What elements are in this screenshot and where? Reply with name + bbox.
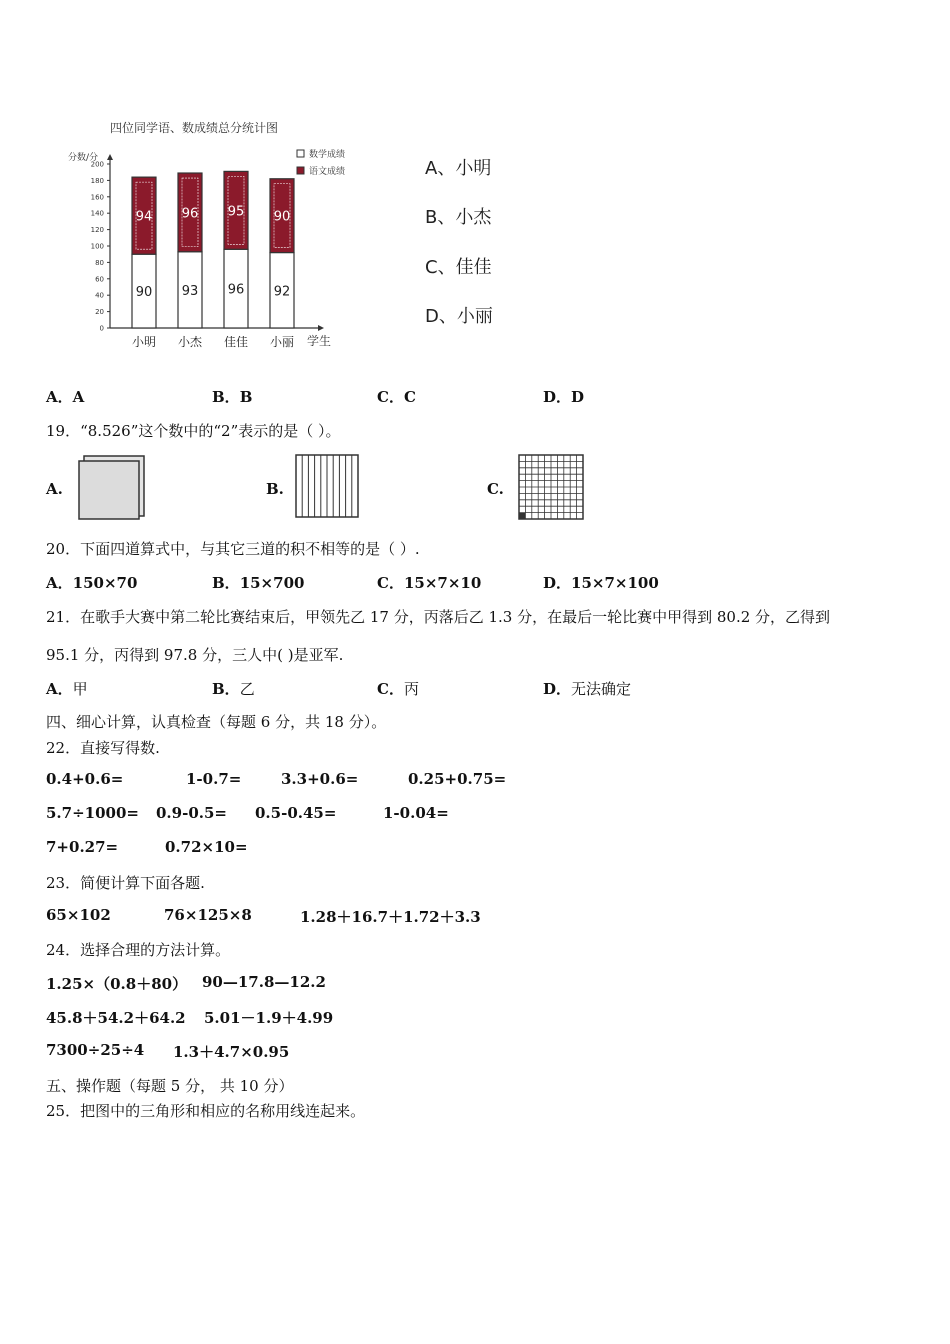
q19-figure-b	[295, 454, 359, 518]
q22-expr: 0.9-0.5=	[156, 804, 227, 822]
y-tick-label: 60	[95, 275, 104, 284]
shaded-cell	[519, 513, 525, 519]
q20-option-c[interactable]: C．15×7×10	[377, 574, 482, 592]
q22-expr: 7+0.27=	[46, 838, 119, 856]
q22-expr: 0.25+0.75=	[408, 770, 507, 788]
category-label: 佳佳	[223, 335, 249, 349]
q22-expr: 5.7÷1000=	[46, 804, 139, 822]
q20-question: 20．下面四道算式中，与其它三道的积不相等的是（ ）.	[46, 540, 420, 558]
y-tick-label: 180	[90, 176, 104, 185]
q20-option-a[interactable]: A．150×70	[46, 574, 138, 592]
q22-expr: 1-0.7=	[186, 770, 242, 788]
y-tick-label: 100	[90, 242, 104, 251]
y-tick-label: 80	[95, 258, 104, 267]
bar-value-label: 94	[135, 209, 153, 225]
side-option-a: A、小明	[425, 158, 492, 179]
bar-value-label: 90	[135, 285, 153, 301]
legend-math-swatch	[297, 150, 304, 157]
q22-title: 22．直接写得数.	[46, 739, 160, 757]
legend-math-label: 数学成绩	[309, 150, 346, 160]
q23-title: 23．简便计算下面各题.	[46, 874, 205, 892]
q19-figure-a	[78, 455, 146, 521]
category-label: 小明	[131, 335, 157, 349]
q19-option-b[interactable]: B.	[266, 480, 284, 498]
q18-option-d[interactable]: D．D	[543, 388, 585, 406]
x-axis-arrow	[318, 325, 324, 331]
q24-title: 24．选择合理的方法计算。	[46, 941, 231, 959]
y-tick-label: 160	[90, 193, 104, 202]
category-label: 小杰	[177, 335, 203, 349]
chart-xlabel: 学生	[307, 334, 332, 348]
q18-option-a[interactable]: A．A	[46, 388, 85, 406]
q22-expr: 0.4+0.6=	[46, 770, 124, 788]
bar-value-label: 96	[227, 282, 245, 298]
q21-option-b[interactable]: B．乙	[212, 680, 255, 698]
y-tick-label: 40	[95, 291, 104, 300]
section-4-title: 四、细心计算，认真检查（每题 6 分，共 18 分）。	[46, 713, 387, 731]
q24-expr: 1.3＋4.7×0.95	[173, 1043, 290, 1061]
y-tick-label: 140	[90, 209, 104, 218]
q22-expr: 3.3+0.6=	[281, 770, 359, 788]
chart-title: 四位同学语、数成绩总分统计图	[110, 121, 279, 135]
q22-expr: 0.72×10=	[165, 838, 248, 856]
y-tick-label: 0	[99, 324, 104, 333]
legend-chinese-swatch	[297, 167, 304, 174]
q24-expr: 45.8＋54.2＋64.2	[46, 1009, 186, 1027]
q19-option-c[interactable]: C.	[487, 480, 504, 498]
q20-option-d[interactable]: D．15×7×100	[543, 574, 659, 592]
q22-expr: 1-0.04=	[383, 804, 449, 822]
side-option-d: D、小丽	[425, 306, 493, 327]
q21-question-line2: 95.1 分，丙得到 97.8 分，三人中( )是亚军.	[46, 646, 344, 664]
q21-question-line1: 21．在歌手大赛中第二轮比赛结束后，甲领先乙 17 分，丙落后乙 1.3 分，在最后一轮比赛中甲得到 80.2 分，乙得到	[46, 608, 831, 626]
section-5-title: 五、操作题（每题 5 分， 共 10 分）	[46, 1077, 294, 1095]
bar-value-label: 95	[227, 204, 245, 220]
q20-option-b[interactable]: B．15×700	[212, 574, 305, 592]
q19-question: 19．“8.526”这个数中的“2”表示的是（ ）。	[46, 422, 341, 440]
q19-figure-c	[518, 454, 584, 520]
q24-expr: 7300÷25÷4	[46, 1041, 145, 1059]
bar-value-label: 96	[181, 206, 199, 222]
y-tick-label: 200	[90, 160, 104, 169]
q25-title: 25．把图中的三角形和相应的名称用线连起来。	[46, 1102, 366, 1120]
q18-option-c[interactable]: C．C	[377, 388, 416, 406]
q23-expr: 65×102	[46, 906, 111, 924]
q24-expr: 1.25×（0.8＋80）	[46, 975, 188, 993]
q19-option-a[interactable]: A.	[46, 480, 63, 498]
score-chart	[60, 112, 350, 362]
q21-option-c[interactable]: C．丙	[377, 680, 419, 698]
q24-expr: 5.01－1.9＋4.99	[204, 1009, 334, 1027]
q21-option-a[interactable]: A．甲	[46, 680, 88, 698]
q23-expr: 1.28＋16.7＋1.72＋3.3	[300, 908, 481, 926]
side-option-b: B、小杰	[425, 207, 492, 228]
y-axis-arrow	[107, 154, 113, 160]
q18-option-b[interactable]: B．B	[212, 388, 253, 406]
q22-expr: 0.5-0.45=	[255, 804, 337, 822]
q24-expr: 90—17.8—12.2	[202, 973, 326, 991]
q23-expr: 76×125×8	[164, 906, 252, 924]
chart-ylabel: 分数/分	[68, 153, 99, 163]
q21-option-d[interactable]: D．无法确定	[543, 680, 632, 698]
legend-chinese-label: 语文成绩	[309, 167, 346, 177]
side-option-c: C、佳佳	[425, 257, 492, 278]
y-tick-label: 20	[95, 308, 104, 317]
bar-value-label: 92	[273, 284, 291, 300]
bar-value-label: 90	[273, 209, 291, 225]
category-label: 小丽	[269, 335, 295, 349]
y-tick-label: 120	[90, 226, 104, 235]
bar-value-label: 93	[181, 283, 199, 299]
